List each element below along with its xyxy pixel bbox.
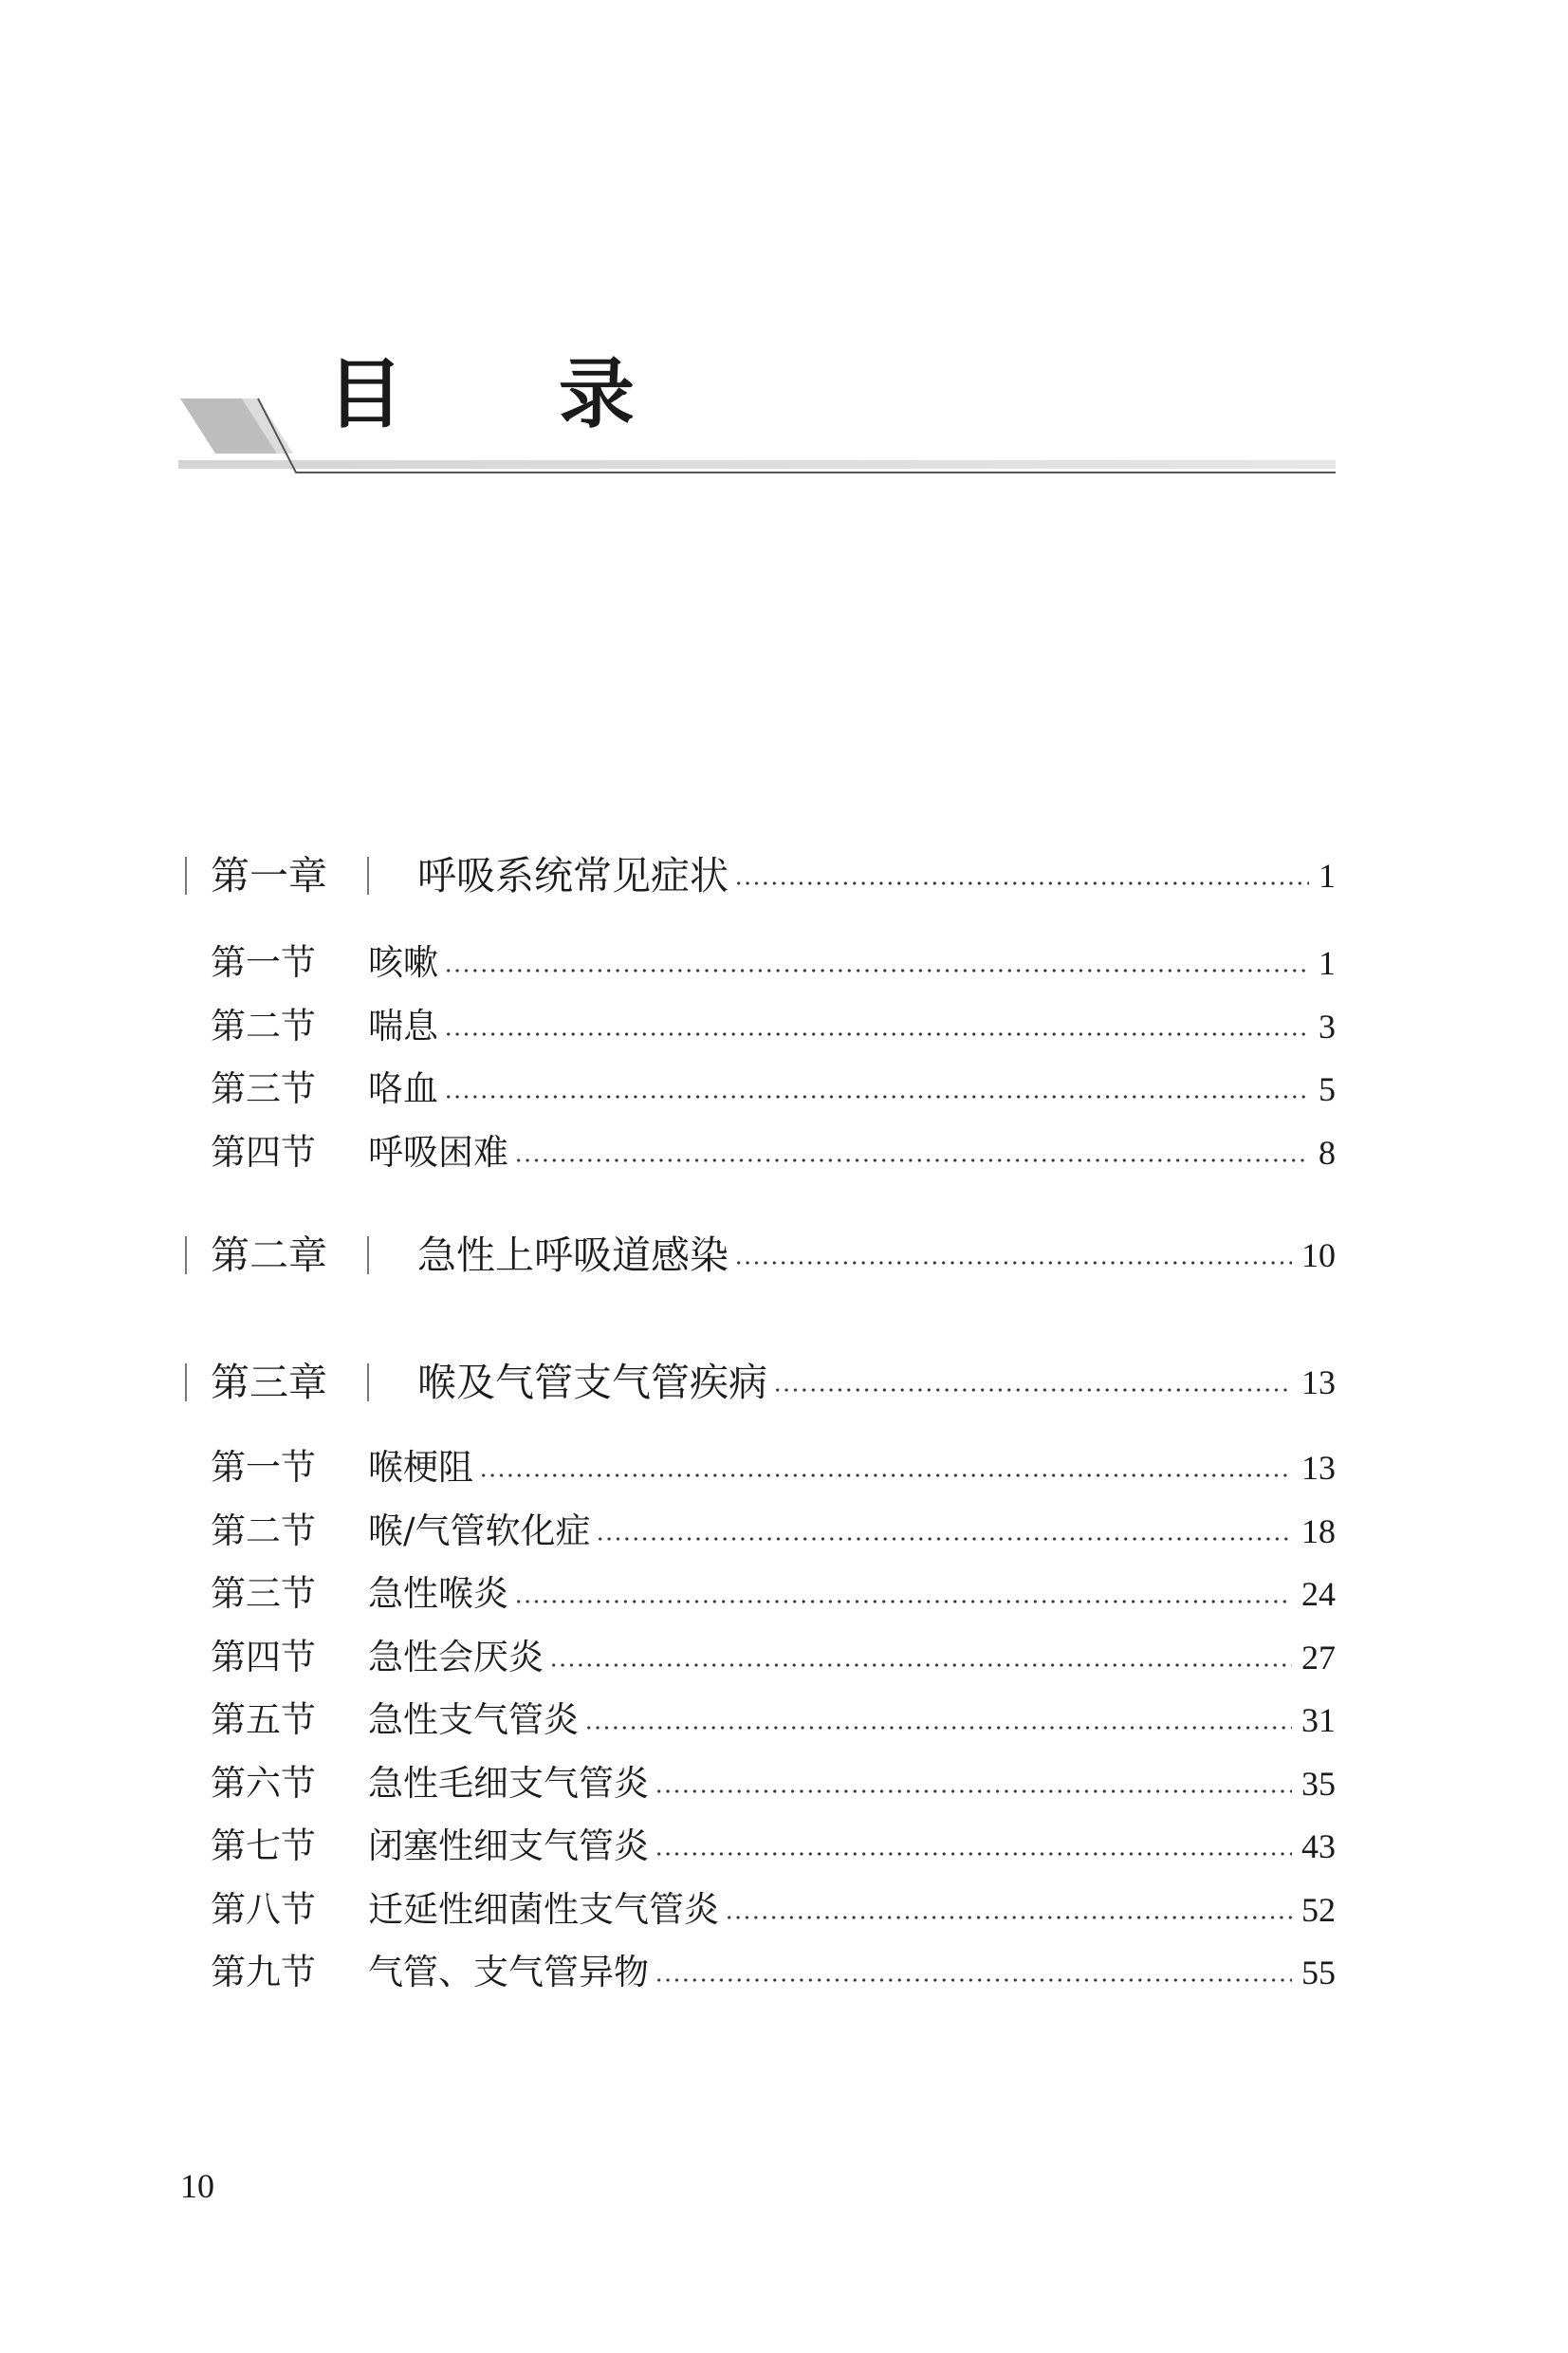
section-label: 第一节 (211, 1447, 316, 1488)
toc-section-entry[interactable] (0, 1439, 1568, 1496)
chapter-bar-right (367, 1363, 369, 1401)
toc-section-entry[interactable] (0, 1629, 1568, 1686)
chapter-bar-left (185, 1363, 187, 1401)
toc-chapter-entry[interactable] (0, 1227, 1568, 1284)
page-number: 10 (180, 2167, 214, 2205)
dot-leader (725, 1881, 1292, 1938)
section-page-number: 24 (1301, 1575, 1336, 1613)
dot-leader (444, 1061, 1309, 1118)
toc-section-entry[interactable] (0, 1944, 1568, 2001)
section-title: 闭塞性细支气管炎 (368, 1825, 649, 1866)
dot-leader (479, 1439, 1292, 1496)
section-label: 第六节 (211, 1763, 316, 1804)
chapter-page-number: 13 (1301, 1363, 1336, 1401)
toc-section-entry[interactable] (0, 1818, 1568, 1875)
section-label: 第四节 (211, 1637, 316, 1677)
dot-leader (514, 1566, 1292, 1622)
page-title: 目 录 (327, 349, 699, 438)
section-label: 第五节 (211, 1699, 316, 1740)
toc-section-entry[interactable] (0, 1881, 1568, 1938)
dot-leader (655, 1755, 1292, 1812)
section-page-number: 27 (1301, 1639, 1336, 1677)
chapter-page-number: 10 (1301, 1236, 1336, 1274)
section-page-number: 31 (1301, 1701, 1336, 1739)
dot-leader (655, 1818, 1292, 1875)
dot-leader (549, 1629, 1292, 1686)
section-title: 喉/气管软化症 (368, 1510, 591, 1551)
section-label: 第九节 (211, 1952, 316, 1992)
dot-leader (773, 1354, 1292, 1411)
chapter-bar-left (185, 857, 187, 895)
section-title: 喘息 (368, 1006, 438, 1047)
dot-leader (444, 935, 1309, 991)
chapter-bar-right (367, 857, 369, 895)
toc-section-entry[interactable] (0, 1755, 1568, 1812)
section-title: 咳嗽 (368, 942, 438, 983)
dot-leader (734, 1227, 1292, 1284)
chapter-label: 第二章 (211, 1232, 327, 1278)
toc-section-entry[interactable] (0, 1566, 1568, 1622)
section-title: 急性会厌炎 (368, 1637, 544, 1677)
section-title: 急性毛细支气管炎 (368, 1763, 649, 1804)
toc-section-entry[interactable] (0, 1061, 1568, 1118)
section-page-number: 18 (1301, 1512, 1336, 1550)
chapter-page-number: 1 (1319, 857, 1336, 895)
section-page-number: 1 (1319, 944, 1336, 982)
section-label: 第三节 (211, 1068, 316, 1109)
toc-section-entry[interactable] (0, 1692, 1568, 1749)
header-decoration (0, 0, 1568, 569)
section-page-number: 13 (1301, 1449, 1336, 1487)
dot-leader (596, 1503, 1292, 1560)
section-title: 气管、支气管异物 (368, 1952, 649, 1992)
dot-leader (444, 998, 1309, 1055)
section-title: 喉梗阻 (368, 1447, 473, 1488)
chapter-bar-left (185, 1236, 187, 1274)
section-page-number: 55 (1301, 1954, 1336, 1992)
chapter-bar-right (367, 1236, 369, 1274)
toc-chapter-entry[interactable] (0, 1354, 1568, 1411)
section-page-number: 52 (1301, 1891, 1336, 1929)
toc-section-entry[interactable] (0, 998, 1568, 1055)
section-label: 第二节 (211, 1510, 316, 1551)
section-page-number: 5 (1319, 1070, 1336, 1108)
section-title: 急性喉炎 (368, 1573, 508, 1614)
section-page-number: 3 (1319, 1008, 1336, 1046)
dot-leader (734, 847, 1309, 904)
section-title: 迁延性细菌性支气管炎 (368, 1889, 719, 1930)
toc-section-entry[interactable] (0, 1124, 1568, 1181)
section-page-number: 35 (1301, 1765, 1336, 1803)
toc-section-entry[interactable] (0, 935, 1568, 991)
header-underline-band (178, 460, 1336, 469)
section-label: 第三节 (211, 1573, 316, 1614)
section-title: 急性支气管炎 (368, 1699, 579, 1740)
dot-leader (584, 1692, 1292, 1749)
section-title: 咯血 (368, 1068, 438, 1109)
chapter-label: 第三章 (211, 1360, 327, 1405)
chapter-title: 急性上呼吸道感染 (417, 1232, 729, 1278)
toc-section-entry[interactable] (0, 1503, 1568, 1560)
section-label: 第四节 (211, 1132, 316, 1173)
section-label: 第八节 (211, 1889, 316, 1930)
chapter-title: 呼吸系统常见症状 (417, 853, 729, 899)
toc-chapter-entry[interactable] (0, 847, 1568, 904)
chapter-label: 第一章 (211, 853, 327, 899)
section-page-number: 43 (1301, 1827, 1336, 1865)
dot-leader (514, 1124, 1309, 1181)
section-label: 第七节 (211, 1825, 316, 1866)
section-title: 呼吸困难 (368, 1132, 508, 1173)
section-label: 第一节 (211, 942, 316, 983)
chapter-title: 喉及气管支气管疾病 (417, 1360, 767, 1405)
dot-leader (655, 1944, 1292, 2001)
section-page-number: 8 (1319, 1134, 1336, 1172)
toc-header (0, 0, 1568, 569)
section-label: 第二节 (211, 1006, 316, 1047)
